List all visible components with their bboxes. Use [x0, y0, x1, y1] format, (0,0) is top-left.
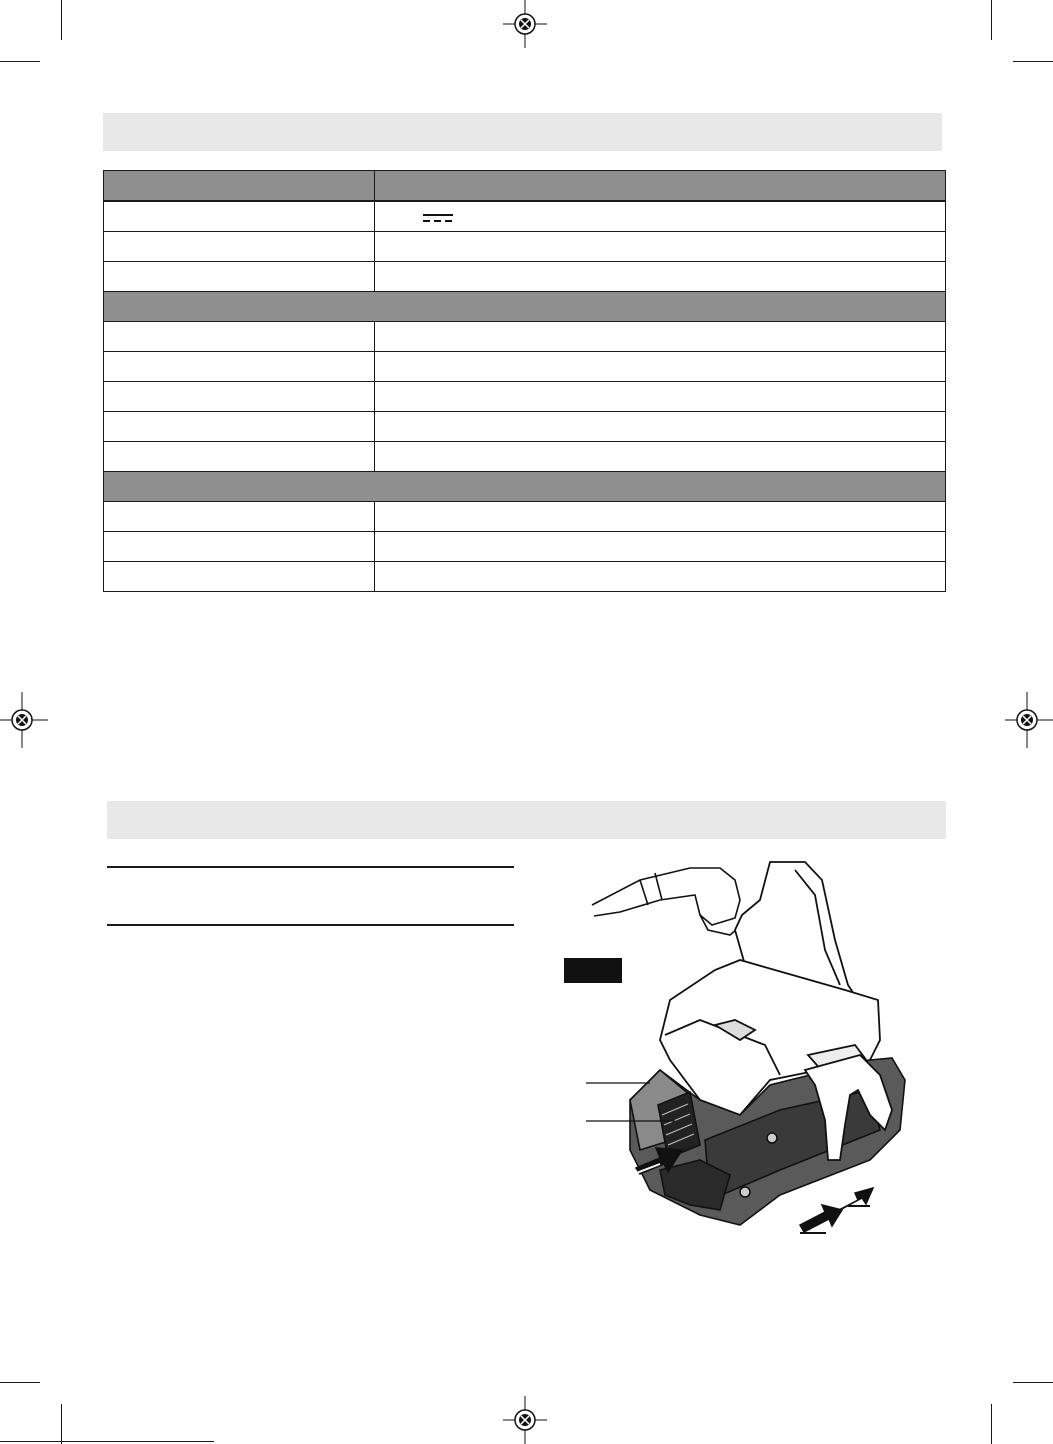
table-cell-label	[104, 232, 375, 262]
battery-pack-illustration	[560, 860, 930, 1245]
specs-section-header	[103, 113, 942, 151]
specifications-table	[103, 170, 946, 592]
table-cell-label	[104, 382, 375, 412]
dc-current-icon	[423, 212, 453, 224]
trim-line	[0, 1441, 214, 1442]
tool-chuck-illustration	[592, 868, 742, 935]
note-top-rule	[107, 866, 514, 868]
crop-mark	[991, 0, 992, 40]
crop-mark	[61, 1404, 62, 1444]
crop-mark	[991, 1404, 992, 1444]
table-cell-value	[375, 412, 946, 442]
table-cell-value	[375, 262, 946, 292]
crop-mark	[61, 0, 62, 40]
table-cell-label	[104, 201, 375, 232]
table-cell-label	[104, 412, 375, 442]
slide-double-arrow-icon	[800, 1188, 873, 1233]
table-cell-label	[104, 562, 375, 592]
table-row	[104, 532, 946, 562]
registration-mark-icon	[497, 0, 553, 48]
table-cell-value	[375, 532, 946, 562]
table-row	[104, 232, 946, 262]
table-row	[104, 352, 946, 382]
table-cell-label	[104, 322, 375, 352]
table-cell-label	[104, 352, 375, 382]
crop-mark	[0, 61, 40, 62]
crop-mark	[1013, 61, 1053, 62]
table-header-cell	[104, 171, 375, 202]
registration-mark-icon	[497, 1396, 553, 1444]
table-header-row	[104, 171, 946, 202]
table-row	[104, 201, 946, 232]
note-text	[107, 872, 514, 920]
registration-mark-icon	[0, 692, 48, 748]
table-cell-value	[375, 201, 946, 232]
table-cell-value	[375, 322, 946, 352]
table-row	[104, 322, 946, 352]
table-subheader-row	[104, 472, 946, 502]
table-header-cell	[375, 171, 946, 202]
table-cell-label	[104, 532, 375, 562]
table-subheader-cell	[104, 292, 946, 322]
table-cell-label	[104, 442, 375, 472]
note-bottom-rule	[107, 924, 514, 926]
table-subheader-row	[104, 292, 946, 322]
table-row	[104, 262, 946, 292]
crop-mark	[0, 1382, 40, 1383]
table-cell-value	[375, 232, 946, 262]
table-row	[104, 382, 946, 412]
table-cell-value	[375, 502, 946, 532]
table-cell-value	[375, 382, 946, 412]
table-row	[104, 442, 946, 472]
registration-mark-icon	[1005, 692, 1053, 748]
assembly-section-header	[107, 801, 946, 839]
table-cell-value	[375, 442, 946, 472]
crop-mark	[1013, 1382, 1053, 1383]
table-subheader-cell	[104, 472, 946, 502]
table-cell-value	[375, 352, 946, 382]
table-cell-value	[375, 562, 946, 592]
table-row	[104, 412, 946, 442]
table-row	[104, 502, 946, 532]
table-row	[104, 562, 946, 592]
table-cell-label	[104, 502, 375, 532]
table-cell-label	[104, 262, 375, 292]
